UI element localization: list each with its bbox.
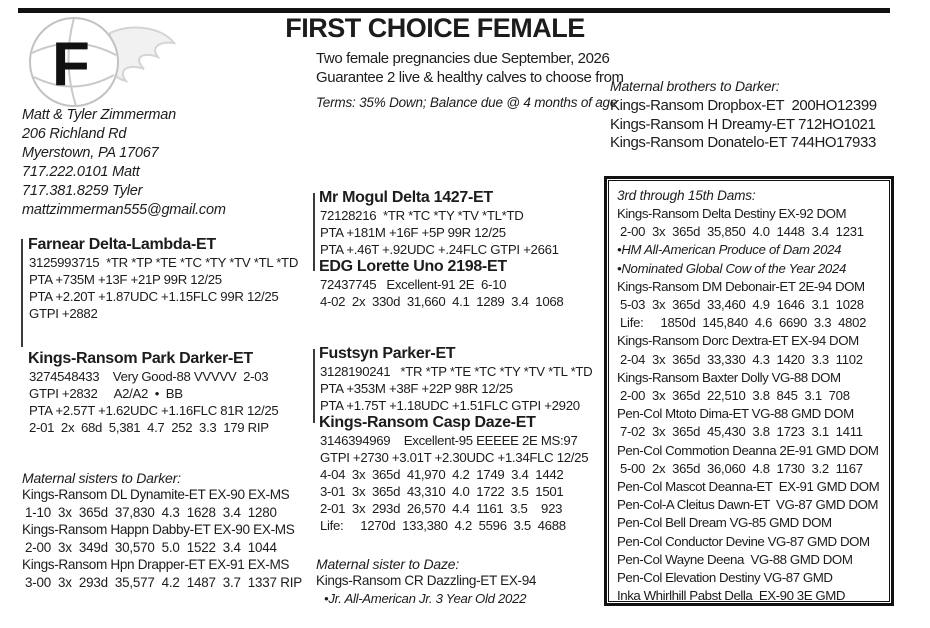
maternal-brothers-heading: Maternal brothers to Darker: [610,78,780,94]
sire-block-delta-lambda [28,236,298,322]
lactation-record: 4-02 2x 330d 31,660 4.1 1289 3.4 1068 [320,294,564,309]
dam-name: Inka Whirlhill Pabst Della EX-90 3E GMD [617,588,846,604]
pedigree-bracket [313,193,315,271]
animal-name: Kings-Ransom Casp Daze-ET [319,414,536,431]
dam-name: Pen-Col-A Cleitus Dawn-ET VG-87 GMD DOM [617,497,879,513]
sister-record: 1-10 3x 365d 37,830 4.3 1628 3.4 1280 [25,504,277,520]
dam-record: 2-04 3x 365d 33,330 4.3 1420 3.3 1102 [620,351,863,367]
dam-name: Pen-Col Conductor Devine VG-87 GMD DOM [617,533,870,549]
maternal-brother: Kings-Ransom H Dreamy-ET 712HO1021 [610,115,876,133]
lifetime-record: Life: 1270d 133,380 4.2 5596 3.5 4688 [320,518,566,533]
pedigree-bracket [21,239,23,347]
contact-phone-2: 717.381.8259 Tyler [22,183,143,199]
pta-line: PTA +2.57T +1.62UDC +1.16FLC 81R 12/25 [29,403,279,418]
maternal-sister-daze-heading: Maternal sister to Daze: [316,556,460,572]
contact-address-1: 206 Richland Rd [22,126,127,142]
maternal-sisters-block [22,470,302,591]
dam-record: 5-00 2x 365d 36,060 4.8 1730 3.2 1167 [620,460,863,476]
dam-name: Pen-Col Bell Dream VG-85 GMD DOM [617,515,832,531]
lactation-record: 2-01 2x 68d 5,381 4.7 252 3.3 179 RIP [29,420,269,435]
lactation-record: 2-01 3x 293d 26,570 4.4 1161 3.5 923 [320,501,563,516]
sister-name: Kings-Ransom CR Dazzling-ET EX-94 [316,573,537,588]
maternal-sister-daze-block [316,556,536,607]
contact-name: Matt & Tyler Zimmerman [22,107,177,123]
sister-record: 2-00 3x 349d 30,570 5.0 1522 3.4 1044 [25,539,277,555]
pta-line: PTA +2.20T +1.87UDC +1.15FLC 99R 12/25 [29,289,279,304]
terms-line: Terms: 35% Down; Balance due @ 4 months of age [316,95,618,110]
brand-logo [22,13,182,109]
dam-name: Pen-Col Commotion Deanna 2E-91 GMD DOM [617,442,879,458]
award-bullet: •HM All-American Produce of Dam 2024 [617,242,842,258]
pta-line: PTA +181M +16F +5P 99R 12/25 [320,225,506,240]
sire-block-mogul-delta [319,189,563,310]
award-bullet: •Jr. All-American Jr. 3 Year Old 2022 [324,590,527,606]
subtitle-line-2: Guarantee 2 live & healthy calves to choose from [316,69,624,86]
dam-block-park-darker [28,350,278,436]
flame-icon [109,28,174,81]
sire-block-fustsyn-parker [319,345,592,534]
header-subtitle [316,49,624,87]
registration-line: 72128216 *TR *TC *TY *TV *TL*TD [320,208,524,223]
registration-line: 3274548433 Very Good-88 VVVVV 2-03 [29,369,269,384]
dam-name: Kings-Ransom Delta Destiny EX-92 DOM [617,206,847,221]
page-title: FIRST CHOICE FEMALE [285,13,585,43]
dam-name: Pen-Col Elevation Destiny VG-87 GMD [617,570,833,586]
registration-line: 3125993715 *TR *TP *TE *TC *TY *TV *TL *TD [29,255,299,270]
award-bullet: •Nominated Global Cow of the Year 2024 [617,260,847,276]
dam-name: Pen-Col Mtoto Dima-ET VG-88 GMD DOM [617,406,854,422]
contact-phone-1: 717.222.0101 Matt [22,164,140,180]
dam-name: Kings-Ransom Baxter Dolly VG-88 DOM [617,369,841,385]
contact-block [22,106,226,220]
animal-name: Farnear Delta-Lambda-ET [28,236,216,253]
lactation-record: 4-04 3x 365d 41,970 4.2 1749 3.4 1442 [320,467,564,482]
gtpi-line: GTPI +2730 +3.01T +2.30UDC +1.34FLC 12/25 [320,450,589,465]
dam-record: 7-02 3x 365d 45,430 3.8 1723 3.1 1411 [620,424,863,440]
animal-name: Fustsyn Parker-ET [319,345,456,362]
dam-name: Kings-Ransom Dorc Dextra-ET EX-94 DOM [617,333,859,349]
pta-line: PTA +735M +13F +21P 99R 12/25 [29,272,222,287]
pta-line: PTA +1.75T +1.18UDC +1.51FLC GTPI +2920 [320,398,580,413]
maternal-brother: Kings-Ransom Donatelo-ET 744HO17933 [610,134,876,151]
basketball-flame-icon [22,13,182,109]
sister-name: Kings-Ransom DL Dynamite-ET EX-90 EX-MS [22,487,290,502]
pedigree-bracket [313,349,315,423]
dam-name: Pen-Col Mascot Deanna-ET EX-91 GMD DOM [617,479,880,495]
pta-line: PTA +353M +38F +22P 98R 12/25 [320,381,513,396]
dam-name: Pen-Col Wayne Deena VG-88 GMD DOM [617,551,853,567]
sister-name: Kings-Ransom Hpn Drapper-ET EX-91 EX-MS [22,557,290,572]
pta-line: PTA +.46T +.92UDC +.24FLC GTPI +2661 [320,242,559,257]
dam-record: 2-00 3x 365d 22,510 3.8 845 3.1 708 [620,388,850,404]
contact-address-2: Myerstown, PA 17067 [22,145,159,161]
dam-name: Kings-Ransom DM Debonair-ET 2E-94 DOM [617,278,865,294]
registration-line: 3146394969 Excellent-95 EEEEE 2E MS:97 [320,433,578,448]
dams-box [604,176,894,606]
gtpi-line: GTPI +2882 [29,306,98,321]
dam-record: 5-03 3x 365d 33,460 4.9 1646 3.1 1028 [620,297,864,313]
registration-line: 72437745 Excellent-91 2E 6-10 [320,277,507,292]
sister-record: 3-00 3x 293d 35,577 4.2 1487 3.7 1337 RIP [25,574,303,590]
sister-name: Kings-Ransom Happn Dabby-ET EX-90 EX-MS [22,522,295,537]
maternal-brother: Kings-Ransom Dropbox-ET 200HO12399 [610,97,877,114]
lifetime-record: Life: 1850d 145,840 4.6 6690 3.3 4802 [620,315,867,331]
animal-name: Mr Mogul Delta 1427-ET [319,189,493,206]
gtpi-line: GTPI +2832 A2/A2 • BB [29,386,183,401]
logo-letter: F [52,30,90,99]
dams-box-heading: 3rd through 15th Dams: [617,188,756,203]
contact-email: mattzimmerman555@gmail.com [22,202,226,218]
subtitle-line-1: Two female pregnancies due September, 2026 [316,50,610,67]
animal-name: EDG Lorette Uno 2198-ET [319,258,507,275]
lactation-record: 3-01 3x 365d 43,310 4.0 1722 3.5 1501 [320,484,564,499]
maternal-sisters-heading: Maternal sisters to Darker: [22,470,181,486]
dams-box-inner [608,180,890,602]
registration-line: 3128190241 *TR *TP *TE *TC *TY *TV *TL *TD [320,364,593,379]
animal-name: Kings-Ransom Park Darker-ET [28,350,253,367]
dam-record: 2-00 3x 365d 35,850 4.0 1448 3.4 1231 [620,224,864,240]
maternal-brothers-block [610,78,877,153]
